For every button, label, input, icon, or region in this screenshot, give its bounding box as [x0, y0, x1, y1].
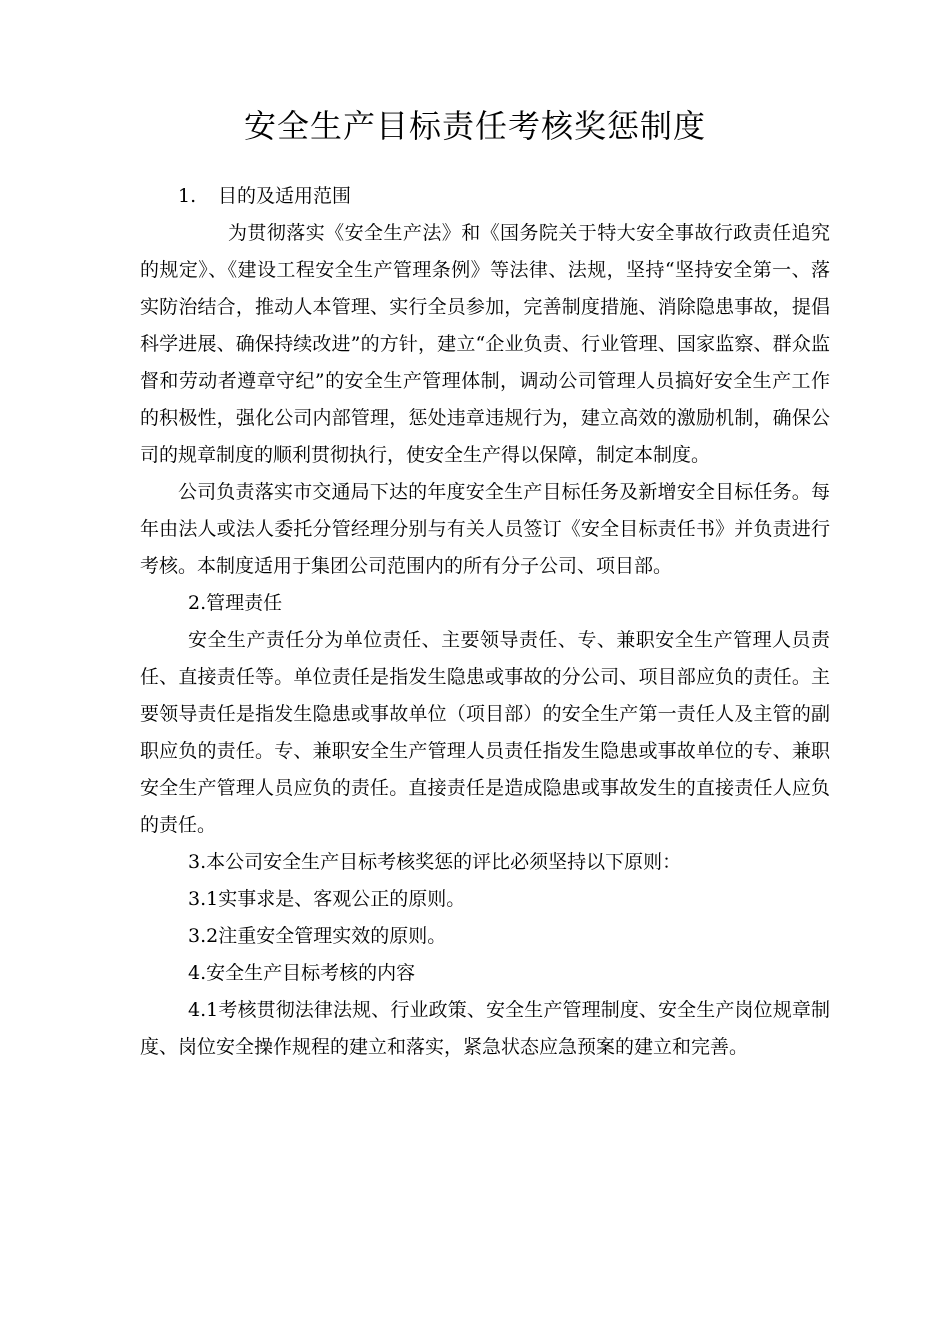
section-3-item-1: 3.1实事求是、客观公正的原则。: [188, 888, 466, 910]
section-3-item-2: 3.2注重安全管理实效的原则。: [188, 925, 447, 947]
section-3-heading: 3.本公司安全生产目标考核奖惩的评比必须坚持以下原则：: [188, 851, 682, 873]
section-1-paragraph-1: 为贯彻落实《安全生产法》和《国务院关于特大安全事故行政责任追究的规定》、《建设工程安全生产管理条例》等法律、法规，坚持“坚持安全第一、落实防治结合，推动人本管理、实行全员参加，完善制度措施、消除隐患事故，提倡科学进展、确保持续改进”的方针，建立“企业负责、行业管理、国家监察、群众监督和劳动者遵章守纪”的安全生产管理体制，调动公司管理人员搞好安全生产工作的积极性，强化公司内部管理，惩处违章违规行为，建立高效的激励机制，确保公司的规章制度的顺利贯彻执行，使安全生产得以保障，制定本制度。: [140, 222, 830, 466]
section-1-heading-text: 目的及适用范围: [218, 185, 352, 207]
document-body: [140, 178, 830, 1066]
section-4-item-1: 4.1考核贯彻法律法规、行业政策、安全生产管理制度、安全生产岗位规章制度、岗位安全操作规程的建立和落实，紧急状态应急预案的建立和完善。: [140, 999, 830, 1058]
section-2-heading: 2.管理责任: [188, 592, 283, 614]
section-2-paragraph-1: 安全生产责任分为单位责任、主要领导责任、专、兼职安全生产管理人员责任、直接责任等。单位责任是指发生隐患或事故的分公司、项目部应负的责任。主要领导责任是指发生隐患或事故单位（项目部）的安全生产第一责任人及主管的副职应负的责任。专、兼职安全生产管理人员责任指发生隐患或事故单位的专、兼职安全生产管理人员应负的责任。直接责任是造成隐患或事故发生的直接责任人应负的责任。: [140, 629, 830, 836]
document-title: 安全生产目标责任考核奖惩制度: [243, 107, 706, 145]
section-1-paragraph-2: 公司负责落实市交通局下达的年度安全生产目标任务及新增安全目标任务。每年由法人或法人委托分管经理分别与有关人员签订《安全目标责任书》并负责进行考核。本制度适用于集团公司范围内的所有分子公司、项目部。: [140, 481, 830, 577]
section-1-heading: [140, 178, 830, 215]
section-1-number: 1.: [178, 185, 197, 207]
section-4-heading: 4.安全生产目标考核的内容: [188, 962, 416, 984]
